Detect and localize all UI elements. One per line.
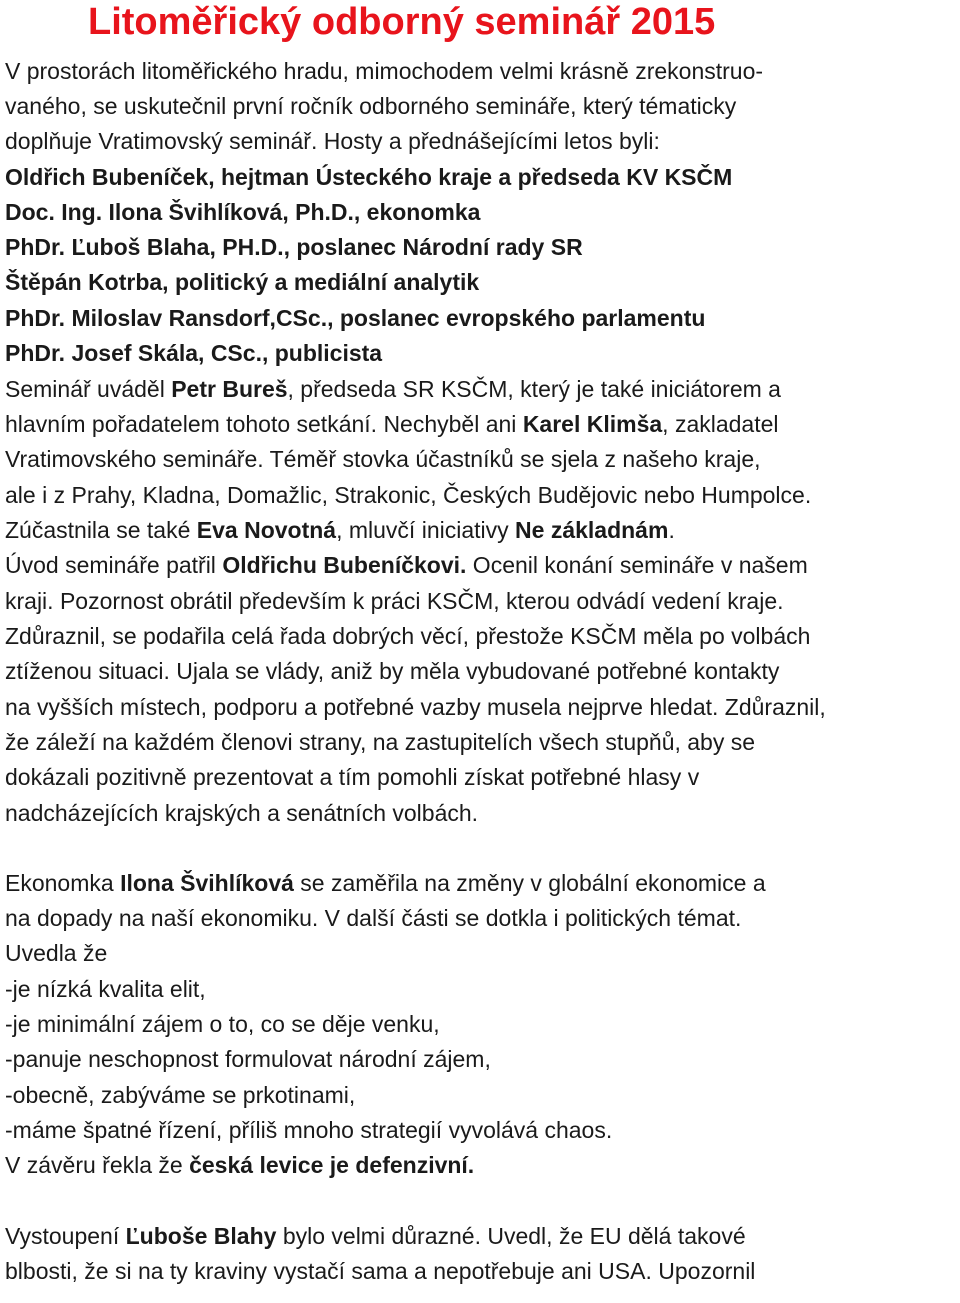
text-segment: Zdůraznil, se podařila celá řada dobrých věcí, přestože KSČM měla po volbách — [5, 623, 811, 649]
text-segment: Vystoupení — [5, 1223, 126, 1249]
text-line — [5, 444, 761, 474]
text-line — [5, 197, 480, 227]
text-segment: ale i z Prahy, Kladna, Domažlic, Strakonic, Českých Budějovic nebo Humpolce. — [5, 482, 812, 508]
text-segment: . — [668, 517, 675, 543]
text-line — [5, 1009, 440, 1039]
text-segment: Uvedla že — [5, 940, 108, 966]
bold-text: Oldřich Bubeníček, hejtman Ústeckého kraje a předseda KV KSČM — [5, 164, 733, 190]
text-line — [5, 338, 382, 368]
bold-text: PhDr. Miloslav Ransdorf,CSc., poslanec evropského parlamentu — [5, 305, 706, 331]
text-line — [5, 692, 826, 722]
text-segment: že záleží na každém členovi strany, na zastupitelích všech stupňů, aby se — [5, 729, 756, 755]
text-line — [5, 126, 660, 156]
text-line — [5, 868, 766, 898]
text-line — [5, 1115, 612, 1145]
bold-text: PhDr. Ľuboš Blaha, PH.D., poslanec Národní rady SR — [5, 234, 583, 260]
text-line — [5, 267, 479, 297]
bold-text: Eva Novotná — [196, 517, 337, 543]
text-line — [5, 1150, 474, 1180]
text-segment: -je nízká kvalita elit, — [5, 976, 206, 1002]
bold-text: PhDr. Josef Skála, CSc., publicista — [5, 340, 383, 366]
text-line — [5, 1221, 746, 1251]
text-line — [5, 762, 699, 792]
bold-text: Petr Bureš — [171, 376, 288, 402]
bold-text: Ľuboše Blahy — [125, 1223, 277, 1249]
text-segment: nadcházejících krajských a senátních volbách. — [5, 800, 479, 826]
text-segment: na vyšších místech, podporu a potřebné vazby musela nejprve hledat. Zdůraznil, — [5, 694, 826, 720]
text-line — [5, 586, 784, 616]
text-segment: -panuje neschopnost formulovat národní zájem, — [5, 1046, 491, 1072]
text-line — [5, 232, 583, 262]
text-line — [5, 162, 732, 192]
text-segment: , zakladatel — [662, 411, 779, 437]
text-segment: bylo velmi důrazné. Uvedl, že EU dělá takové — [276, 1223, 746, 1249]
text-line — [5, 621, 810, 651]
text-segment: blbosti, že si na ty kraviny vystačí sama a nepotřebuje ani USA. Upozornil — [5, 1258, 756, 1284]
text-segment: se zaměřila na změny v globální ekonomice a — [293, 870, 766, 896]
text-segment: Seminář uváděl — [5, 376, 172, 402]
text-line — [5, 303, 705, 333]
text-line — [5, 1256, 755, 1286]
text-segment: Vratimovského semináře. Téměř stovka účastníků se sjela z našeho kraje, — [5, 446, 761, 472]
text-line — [5, 91, 736, 121]
bold-text: Doc. Ing. Ilona Švihlíková, Ph.D., ekonomka — [5, 199, 481, 225]
page-title: Litoměřický odborný seminář 2015 — [88, 1, 716, 43]
text-segment: doplňuje Vratimovský seminář. Hosty a přednášejícími letos byli: — [5, 128, 660, 154]
text-line — [5, 1044, 491, 1074]
text-line — [5, 903, 741, 933]
text-segment: na dopady na naší ekonomiku. V další části se dotkla i politických témat. — [5, 905, 742, 931]
text-segment: ztíženou situaci. Ujala se vlády, aniž by měla vybudované potřebné kontakty — [5, 658, 780, 684]
bold-text: Štěpán Kotrba, politický a mediální analytik — [5, 269, 480, 295]
text-segment: vaného, se uskutečnil první ročník odborného semináře, který tématicky — [5, 93, 737, 119]
text-segment: , mluvčí iniciativy — [336, 517, 516, 543]
bold-text: Ne základnám — [515, 517, 669, 543]
text-segment: dokázali pozitivně prezentovat a tím pomohli získat potřebné hlasy v — [5, 764, 700, 790]
text-segment: hlavním pořadatelem tohoto setkání. Nechyběl ani — [5, 411, 523, 437]
bold-text: Karel Klimša — [522, 411, 663, 437]
text-segment: kraji. Pozornost obrátil především k práci KSČM, kterou odvádí vedení kraje. — [5, 588, 784, 614]
text-segment: , předseda SR KSČM, který je také iniciátorem a — [287, 376, 781, 402]
text-line — [5, 480, 811, 510]
text-line — [5, 409, 779, 439]
text-line — [5, 727, 755, 757]
text-segment: -obecně, zabýváme se prkotinami, — [5, 1082, 356, 1108]
text-segment: V prostorách litoměřického hradu, mimochodem velmi krásně zrekonstruo- — [5, 58, 764, 84]
text-line — [5, 1080, 355, 1110]
bold-text: Oldřichu Bubeníčkovi. — [222, 552, 467, 578]
text-segment: V závěru řekla že — [5, 1152, 190, 1178]
text-segment: Ekonomka — [5, 870, 121, 896]
text-segment: Zúčastnila se také — [5, 517, 197, 543]
text-line — [5, 515, 675, 545]
text-line — [5, 974, 206, 1004]
text-line — [5, 656, 779, 686]
text-line — [5, 56, 763, 86]
text-segment: Ocenil konání semináře v našem — [466, 552, 808, 578]
text-line — [5, 938, 107, 968]
text-line — [5, 374, 781, 404]
text-segment: -máme špatné řízení, příliš mnoho strategií vyvolává chaos. — [5, 1117, 613, 1143]
text-segment: Úvod semináře patřil — [5, 552, 223, 578]
text-segment: -je minimální zájem o to, co se děje venku, — [5, 1011, 440, 1037]
text-line — [5, 798, 478, 828]
bold-text: česká levice je defenzivní. — [189, 1152, 475, 1178]
bold-text: Ilona Švihlíková — [120, 870, 294, 896]
text-line — [5, 550, 808, 580]
